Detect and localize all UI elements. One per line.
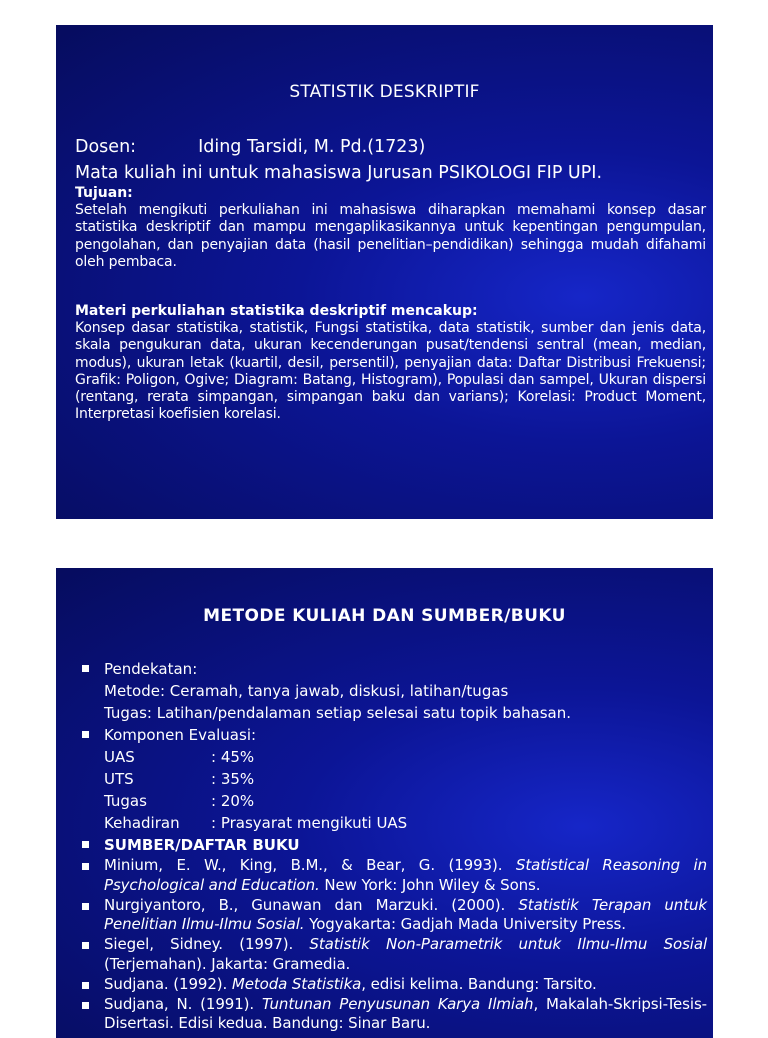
metode-text: Metode: Ceramah, tanya jawab, diskusi, latihan/tugas xyxy=(104,682,509,700)
eval-name: UAS xyxy=(104,748,135,766)
bullet-icon xyxy=(82,731,89,738)
ref-title: Statistik Non-Parametrik untuk Ilmu-Ilmu Sosial xyxy=(309,935,708,953)
slide-metode-kuliah xyxy=(56,568,713,1038)
reference-text xyxy=(104,856,707,896)
bullet-icon xyxy=(82,841,89,848)
slide-title: STATISTIK DESKRIPTIF xyxy=(289,82,480,102)
ref-title: Metoda Statistika xyxy=(231,974,362,993)
eval-name: Kehadiran xyxy=(104,814,180,832)
eval-row xyxy=(104,812,707,834)
list-item-reference xyxy=(77,856,707,896)
ref-authors: Sudjana, N. (1991). xyxy=(104,994,262,1013)
bullet-icon xyxy=(82,903,89,910)
reference-text xyxy=(104,896,707,936)
reference-text xyxy=(104,995,707,1035)
slide-statistik-deskriptif xyxy=(56,25,713,519)
list-item-reference xyxy=(77,975,707,995)
komponen-label: Komponen Evaluasi: xyxy=(104,726,257,744)
tugas-text: Tugas: Latihan/pendalaman setiap selesai satu topik bahasan. xyxy=(104,704,572,722)
reference-text xyxy=(104,935,707,975)
reference-text xyxy=(104,975,707,995)
ref-authors: Sudjana. (1992). xyxy=(104,974,232,993)
ref-publisher: New York: John Wiley & Sons. xyxy=(319,875,541,894)
tujuan-text: Setelah mengikuti perkuliahan ini mahasiswa diharapkan memahami konsep dasar statistika deskriptif dan mampu mengaplikasikannya untuk kepentingan pengumpulan, pengolahan, dan penyajian data (hasil penelitian–pendidikan) sehingga mudah difahami oleh pembaca. xyxy=(75,202,706,270)
ref-authors: Siegel, Sidney. (1997). xyxy=(104,935,310,953)
eval-name: UTS xyxy=(104,770,134,788)
eval-row xyxy=(104,746,707,768)
dosen-label: Dosen: xyxy=(75,137,137,157)
pendekatan-label: Pendekatan: xyxy=(104,660,198,678)
materi-heading: Materi perkuliahan statistika deskriptif mencakup: xyxy=(75,303,478,319)
materi-section xyxy=(75,303,706,424)
lecturer-line xyxy=(75,137,425,157)
eval-value: : 45% xyxy=(211,748,255,766)
bullet-icon xyxy=(82,1002,89,1009)
bullet-icon xyxy=(82,665,89,672)
ref-title: Statistik Terapan untuk Penelitian Ilmu-Ilmu Sosial. xyxy=(104,895,707,933)
bullet-icon xyxy=(82,863,89,870)
list-item-reference xyxy=(77,896,707,936)
tujuan-section xyxy=(75,185,706,271)
eval-row xyxy=(104,790,707,812)
ref-authors: Minium, E. W., King, B.M., & Bear, G. (1993). xyxy=(104,856,516,874)
ref-title: Tuntunan Penyusunan Karya Ilmiah xyxy=(261,994,534,1013)
eval-value: : 35% xyxy=(211,770,255,788)
eval-name: Tugas xyxy=(104,792,147,810)
slide-title: METODE KULIAH DAN SUMBER/BUKU xyxy=(203,606,566,626)
list-item-reference xyxy=(77,935,707,975)
eval-value: : 20% xyxy=(211,792,255,810)
bullet-icon xyxy=(82,942,89,949)
list-item-sumber-heading xyxy=(77,834,707,856)
dosen-name: Iding Tarsidi, M. Pd.(1723) xyxy=(198,137,426,157)
sumber-heading: SUMBER/DAFTAR BUKU xyxy=(104,836,300,854)
content-list xyxy=(77,658,707,1034)
list-item-pendekatan xyxy=(77,658,707,724)
eval-row xyxy=(104,768,707,790)
materi-text: Konsep dasar statistika, statistik, Fungsi statistika, data statistik, sumber dan jenis data, skala pengukuran data, ukuran kecenderungan pusat/tendensi sentral (mean, median, modus), ukuran letak (kuartil, desil, persentil), penyajian data: Daftar Distribusi Frekuensi; Grafik: Poligon, Ogive; Diagram: Batang, Histogram), Populasi dan sampel, Ukuran dispersi (rentang, rerata simpangan, simpangan baku dan varians); Korelasi: Product Moment, Interpretasi koefisien korelasi. xyxy=(75,320,706,423)
course-audience: Mata kuliah ini untuk mahasiswa Jurusan PSIKOLOGI FIP UPI. xyxy=(75,163,603,183)
list-item-reference xyxy=(77,995,707,1035)
ref-publisher: Yogyakarta: Gadjah Mada University Press. xyxy=(304,915,626,933)
tujuan-heading: Tujuan: xyxy=(75,185,133,201)
ref-authors: Nurgiyantoro, B., Gunawan dan Marzuki. (2000). xyxy=(104,895,519,914)
ref-publisher: , edisi kelima. Bandung: Tarsito. xyxy=(361,974,597,993)
eval-value: : Prasyarat mengikuti UAS xyxy=(211,814,408,832)
list-item-komponen xyxy=(77,724,707,834)
ref-publisher: , Makalah-Skripsi-Tesis-Disertasi. Edisi kedua. Bandung: Sinar Baru. xyxy=(104,994,707,1032)
ref-title: Statistical Reasoning in Psychological and Education. xyxy=(104,856,707,894)
bullet-icon xyxy=(82,982,89,989)
ref-publisher: (Terjemahan). Jakarta: Gramedia. xyxy=(104,954,351,973)
